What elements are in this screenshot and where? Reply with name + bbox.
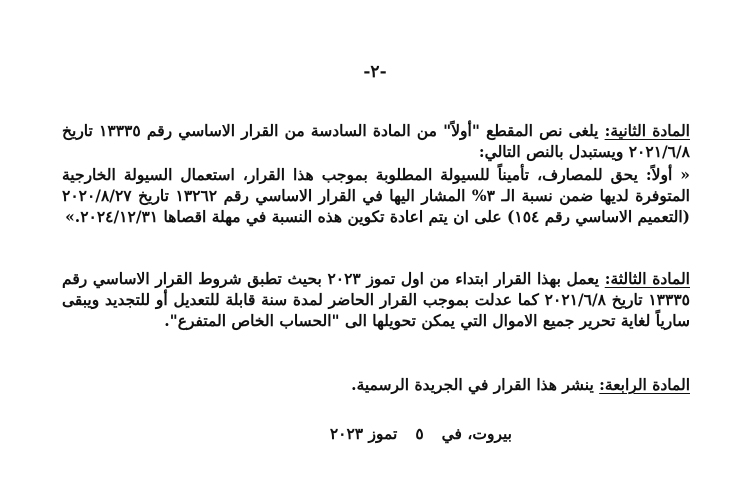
signature-day: ٥ — [415, 424, 424, 443]
article-four-label: المادة الرابعة: — [599, 375, 690, 394]
signature-place: بيروت، في — [441, 424, 512, 443]
article-two-label: المادة الثانية: — [604, 121, 690, 140]
article-two-text: يلغى نص المقطع "أولاً" من المادة السادسة من القرار الاساسي رقم ١٣٣٣٥ تاريخ ٢٠٢١/٦/٨ ويستبدل بالنص التالي: — [62, 121, 690, 161]
article-four — [62, 374, 690, 395]
article-three — [62, 268, 690, 331]
article-two — [62, 120, 690, 162]
article-three-label: المادة الثالثة: — [604, 269, 690, 288]
signature-line — [330, 424, 512, 443]
signature-month-year: تموز ٢٠٢٣ — [329, 424, 398, 443]
article-two-quote: « أولاً: يحق للمصارف، تأميناً للسيولة المطلوبة بموجب هذا القرار، استعمال السيولة الخارجية المتوفرة لديها ضمن نسبة الـ ٣% المشار اليها في القرار الاساسي رقم ١٣٢٦٢ تاريخ ٢٠٢٠/٨/٢٧ (التعميم الاساسي رقم ١٥٤) على ان يتم اعادة تكوين هذه النسبة في مهلة اقصاها ٢٠٢٤/١٢/٣١.» — [62, 165, 690, 226]
article-three-text: يعمل بهذا القرار ابتداء من اول تموز ٢٠٢٣ بحيث تطبق شروط القرار الاساسي رقم ١٣٣٣٥ تاريخ ٢٠٢١/٦/٨ كما عدلت بموجب القرار الحاضر لمدة سنة قابلة للتعديل أو للتجديد ويبقى سارياً لغاية تحرير جميع الاموال التي يمكن تحويلها الى "الحساب الخاص المتفرع". — [62, 269, 690, 330]
article-four-text: ينشر هذا القرار في الجريدة الرسمية. — [351, 375, 600, 394]
page-number: -٢- — [363, 62, 387, 82]
